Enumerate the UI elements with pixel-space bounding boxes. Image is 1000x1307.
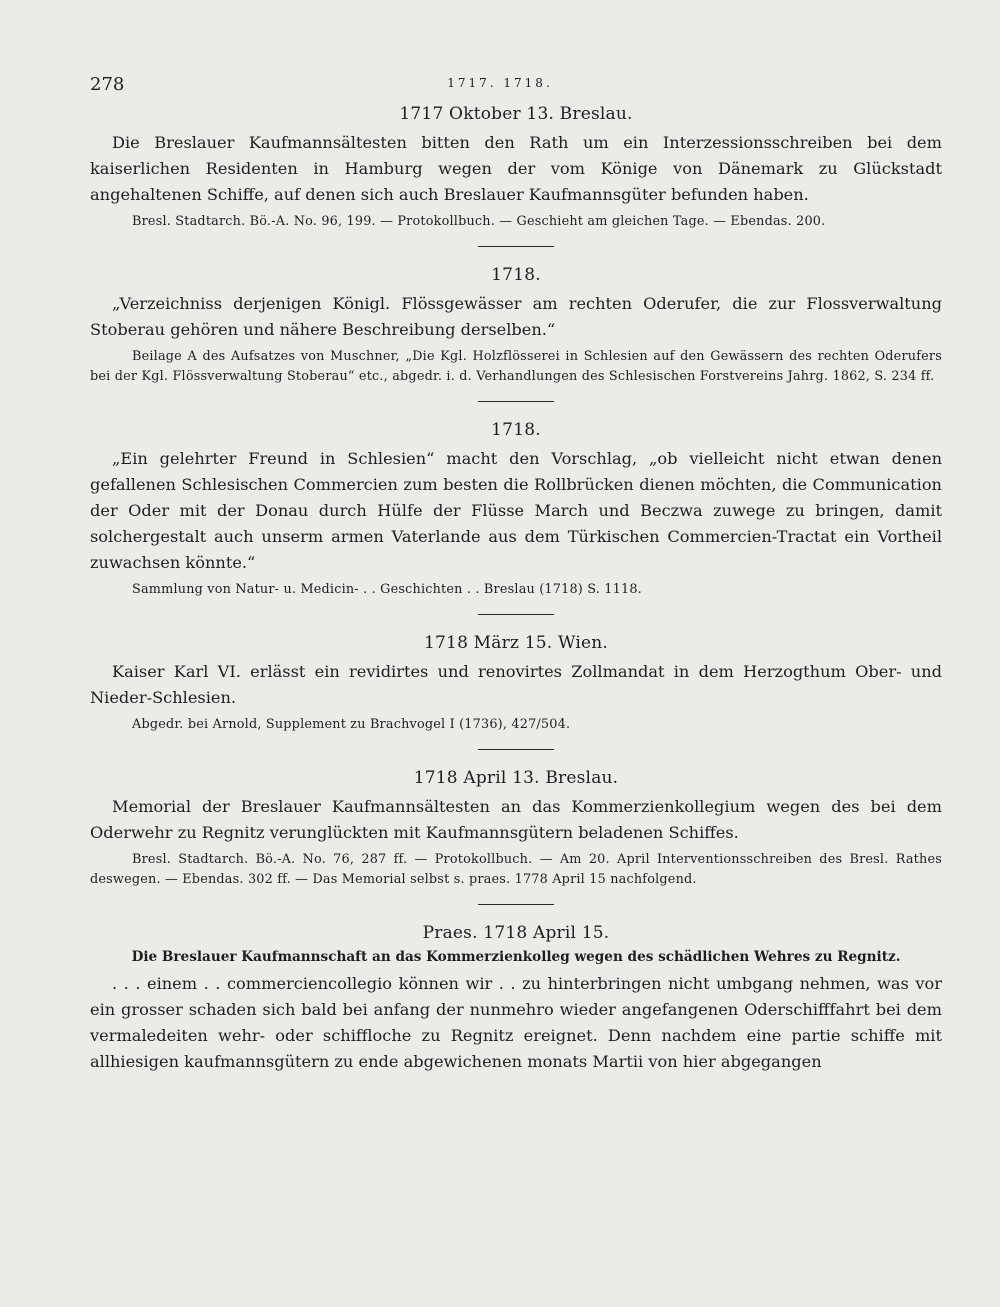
entry-1718-april-13 bbox=[90, 768, 942, 890]
entry-subtitle: Die Breslauer Kaufmannschaft an das Kommerzienkolleg wegen des schädlichen Wehres zu Regnitz. bbox=[131, 949, 901, 965]
entry-heading: 1717 Oktober 13. Breslau. bbox=[399, 104, 633, 124]
running-title: 1717. 1718. bbox=[447, 76, 553, 90]
entry-body: Memorial der Breslauer Kaufmannsältesten an das Kommerzienkollegium wegen des bei dem Oderwehr zu Regnitz verunglückten mit Kaufmannsgütern beladenen Schiffes. bbox=[90, 797, 942, 842]
entry-1718-maerz-15 bbox=[90, 633, 942, 735]
page-content bbox=[90, 104, 942, 1079]
separator-rule bbox=[478, 401, 554, 402]
entry-source: Beilage A des Aufsatzes von Muschner, „Die Kgl. Holzflösserei in Schlesien auf den Gewässern des rechten Oderufers bei der Kgl. Flössverwaltung Stoberau“ etc., abgedr. i. d. Verhandlungen des Schlesischen Forstvereins Jahrg. 1862, S. 234 ff. bbox=[90, 349, 942, 384]
entry-heading: 1718 April 13. Breslau. bbox=[413, 768, 619, 788]
separator-rule bbox=[478, 749, 554, 750]
entry-praes-1718-april-15 bbox=[90, 923, 942, 1075]
entry-body: . . . einem . . commerciencollegio können wir . . zu hinterbringen nicht umbgang nehmen, was vor ein grosser schaden sich bald bei anfang der nunmehro wieder angefangenen Oderschifffahrt bei dem vermaledeiten wehr- oder schiffloche zu Regnitz ereignet. Denn nachdem eine partie schiffe mit allhiesigen kaufmannsgütern zu ende abgewichenen monats Martii von hier abgegangen bbox=[90, 974, 942, 1071]
entry-body: „Ein gelehrter Freund in Schlesien“ macht den Vorschlag, „ob vielleicht nicht etwan denen gefallenen Schlesischen Commercien zum besten die Rollbrücken dienen möchten, die Communication der Oder mit der Donau durch Hülfe der Flüsse March und Beczwa zuwege zu bringen, damit solchergestalt auch unserm armen Vaterlande aus dem Türkischen Commercien-Tractat ein Vortheil zuwachsen könnte.“ bbox=[90, 449, 942, 572]
entry-source: Sammlung von Natur- u. Medicin- . . Geschichten . . Breslau (1718) S. 1118. bbox=[132, 582, 642, 597]
entry-1718-verzeichniss bbox=[90, 265, 942, 387]
separator-rule bbox=[478, 614, 554, 615]
entry-source: Bresl. Stadtarch. Bö.-A. No. 76, 287 ff. — Protokollbuch. — Am 20. April Interventionsschreiben des Bresl. Rathes deswegen. — Ebendas. 302 ff. — Das Memorial selbst s. praes. 1778 April 15 nachfolgend. bbox=[90, 852, 942, 887]
entry-source: Abgedr. bei Arnold, Supplement zu Brachvogel I (1736), 427/504. bbox=[132, 717, 571, 732]
entry-heading: Praes. 1718 April 15. bbox=[422, 923, 610, 943]
entry-body: Die Breslauer Kaufmannsältesten bitten den Rath um ein Interzessionsschreiben bei dem kaiserlichen Residenten in Hamburg wegen der vom Könige von Dänemark zu Glückstadt angehaltenen Schiffe, auf denen sich auch Breslauer Kaufmannsgüter befunden haben. bbox=[90, 133, 942, 204]
entry-heading: 1718. bbox=[491, 265, 541, 285]
running-head bbox=[0, 72, 1000, 98]
entry-body: „Verzeichniss derjenigen Königl. Flössgewässer am rechten Oderufer, die zur Flossverwaltung Stoberau gehören und nähere Beschreibung derselben.“ bbox=[90, 294, 942, 339]
entry-heading: 1718. bbox=[491, 420, 541, 440]
entry-heading: 1718 März 15. Wien. bbox=[424, 633, 608, 653]
separator-rule bbox=[478, 246, 554, 247]
entry-body: Kaiser Karl VI. erlässt ein revidirtes und renovirtes Zollmandat in dem Herzogthum Ober- und Nieder-Schlesien. bbox=[90, 662, 942, 707]
entry-1717-oktober-13 bbox=[90, 104, 942, 232]
entry-source: Bresl. Stadtarch. Bö.-A. No. 96, 199. — Protokollbuch. — Geschieht am gleichen Tage. — Ebendas. 200. bbox=[132, 214, 826, 229]
entry-1718-vorschlag bbox=[90, 420, 942, 600]
page-number: 278 bbox=[90, 74, 125, 95]
separator-rule bbox=[478, 904, 554, 905]
